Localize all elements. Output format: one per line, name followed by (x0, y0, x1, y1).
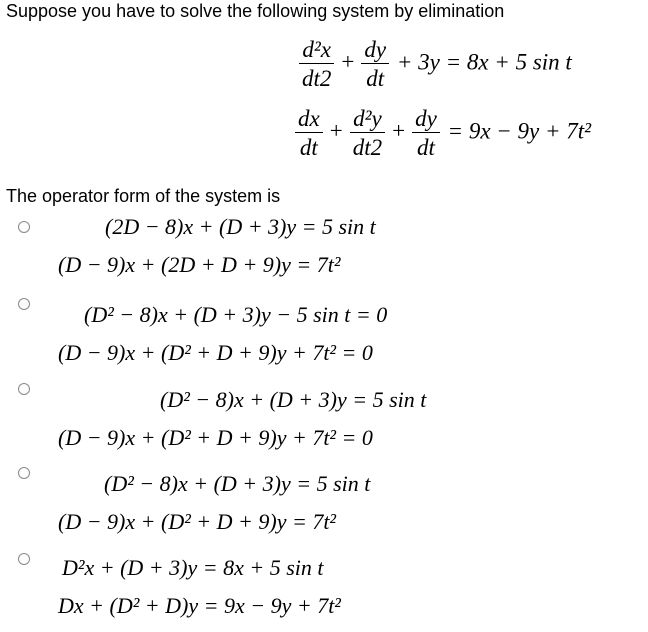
system-equation-2: $\frac{dx}{dt}$ + $\frac{\text{d²y}}{dt2}$ + $\frac{dy}{dt}$ = 9x − 9y + 7t² (293, 107, 591, 159)
eq2-rest: = 9x − 9y + 7t² (447, 118, 592, 144)
eq2-term1-numerator: dx (295, 107, 323, 133)
option-2-line-1: (D² − 8)x + (D + 3)y − 5 sin t = 0 (84, 302, 388, 327)
question-text: Suppose you have to solve the following system by elimination (6, 1, 505, 21)
option-4-line-1: (D² − 8)x + (D + 3)y = 5 sin t (104, 471, 371, 496)
eq1-term1-numerator: d²x (299, 38, 334, 64)
option-5-line-2: Dx + (D² + D)y = 9x − 9y + 7t² (58, 593, 341, 618)
option-2-radio[interactable] (18, 298, 30, 310)
eq1-term2-numerator: dy (361, 38, 389, 64)
eq2-term3-numerator: dy (412, 107, 440, 133)
eq2-term2-numerator: d²y (350, 107, 385, 133)
option-1-radio[interactable] (18, 221, 30, 233)
option-4-radio[interactable] (18, 467, 30, 479)
option-5-line-1: D²x + (D + 3)y = 8x + 5 sin t (62, 555, 324, 580)
eq2-term2-denominator: dt2 (352, 135, 383, 160)
option-1-line-2: (D − 9)x + (2D + D + 9)y = 7t² (58, 252, 341, 277)
option-4-line-2: (D − 9)x + (D² + D + 9)y = 7t² (58, 509, 337, 534)
eq1-term1-denominator: dt2 (302, 66, 332, 91)
option-5-radio[interactable] (18, 553, 30, 565)
system-equation-1: $\frac{\text{d²x}}{dt2}$ + $\frac{dy}{dt}$ + 3y = 8x + 5 sin t (297, 38, 572, 90)
eq1-term2-denominator: dt (366, 66, 385, 91)
option-3-radio[interactable] (18, 383, 30, 395)
eq2-term1-denominator: dt (299, 135, 318, 160)
option-1-line-1: (2D − 8)x + (D + 3)y = 5 sin t (105, 214, 376, 239)
option-3-line-2: (D − 9)x + (D² + D + 9)y + 7t² = 0 (58, 425, 373, 450)
prompt-text: The operator form of the system is (6, 186, 281, 206)
option-3-line-1: (D² − 8)x + (D + 3)y = 5 sin t (160, 387, 427, 412)
option-2-line-2: (D − 9)x + (D² + D + 9)y + 7t² = 0 (58, 340, 373, 365)
eq1-rest: + 3y = 8x + 5 sin t (396, 49, 572, 75)
eq2-term3-denominator: dt (416, 135, 435, 160)
